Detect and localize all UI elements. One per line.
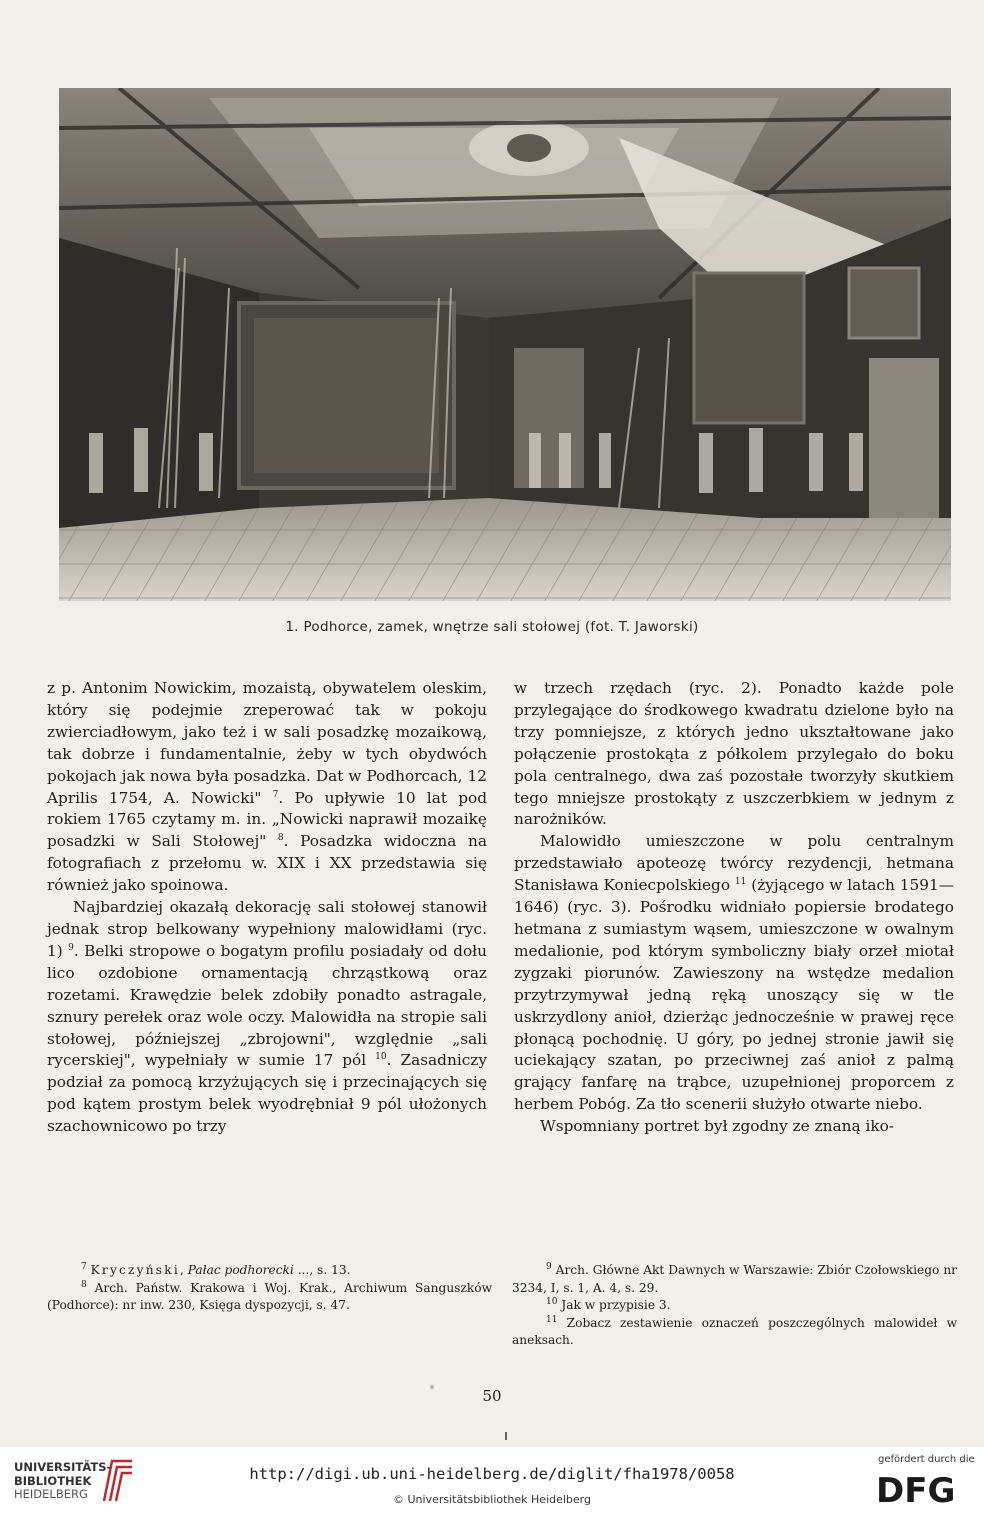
footnote: $^{10}$ Jak w przypisie 3. <box>546 1297 671 1313</box>
dust-speck <box>505 1432 507 1440</box>
paragraph: w trzech rzędach (ryc. 2). Ponadto każde pole przylegające do środkowego kwadratu dzielone było na trzy pomniejsze, z których jedno ukształtowane jako połączenie prostokąta z półkolem przylegało do boku pola centralnego, dwa zaś pozostałe tworzyły skutkiem tego mniejsze prostokąty z uszczerbkiem w jednym z narożników. <box>514 679 954 829</box>
paragraph: Malowidło umieszczone w polu centralnym przedstawiało apoteozę twórcy rezydencji, hetmana Stanisława Koniecpolskiego $^{11}$ (żyjącego w latach 1591—1646) (ryc. 3). Pośrodku widniało popiersie brodatego hetmana z sumiastym wąsem, umieszczone w owalnym medalionie, pod którym symboliczny biały orzeł miotał zygzaki piorunów. Zawieszony na wstędze medalion przytrzymywał jedną ręką unoszący się w tle uskrzydlony anioł, dzierżąc jednocześnie w prawej ręce płonącą pochodnię. U góry, po jednej stronie jawił się uciekający szatan, po przeciwnej zaś anioł z palmą grający fanfarę na trąbce, uzupełnionej proporcem z herbem Pobóg. Za tło scenerii służyło otwarte niebo. <box>514 832 954 1114</box>
footnote: $^7$ Kryczyński, Pałac podhorecki ..., s. 13. <box>81 1261 351 1277</box>
library-name-line: HEIDELBERG <box>14 1487 88 1501</box>
funding-note: gefördert durch die <box>878 1454 975 1465</box>
digitization-footer <box>0 1447 984 1519</box>
footnotes-right <box>512 1262 957 1350</box>
paragraph: Najbardziej okazałą dekorację sali stołowej stanowił jednak strop belkowany wypełniony malowidłami (ryc. 1) $^9$. Belki stropowe o bogatym profilu posiadały od dołu lico ozdobione ornamentacją chrząstkową oraz rozetami. Krawędzie belek zdobiły ponadto astragale, sznury perełek oraz wole oczy. Malowidła na stropie sali stołowej, późniejszej „zbrojowni", względnie „sali rycerskiej", wypełniały w sumie 17 pól $^{10}$. Zasadniczy podział za pomocą krzyżujących się i przecinających się pod kątem prostym belek wyodrębniał 9 pól ułożonych szachownicowo po trzy <box>47 898 487 1136</box>
permalink-url[interactable]: http://digi.ub.uni-heidelberg.de/diglit/fha1978/0058 <box>249 1465 735 1483</box>
footnote: $^{11}$ Zobacz zestawienie oznaczeń poszczególnych malowideł w aneksach. <box>512 1314 957 1348</box>
dfg-logo-icon[interactable] <box>874 1469 972 1507</box>
footnote: $^8$ Arch. Państw. Krakowa i Woj. Krak., Archiwum Sanguszków (Podhorce): nr inw. 230, Księga dyspozycji, s. 47. <box>47 1279 492 1313</box>
left-text-column <box>47 678 487 1138</box>
right-text-column <box>514 678 954 1138</box>
dust-speck <box>430 1385 434 1389</box>
library-name-line: BIBLIOTHEK <box>14 1473 92 1488</box>
figure-caption: 1. Podhorce, zamek, wnętrze sali stołowej (fot. T. Jaworski) <box>285 619 699 635</box>
interior-photograph <box>59 88 951 601</box>
page-number: 50 <box>482 1387 502 1405</box>
paragraph: z p. Antonim Nowickim, mozaistą, obywatelem oleskim, który się podejmie zreperować tak w pokoju zwierciadłowym, jako też i w sali posadzkę mozaikową, tak dobrze i fundamentalnie, żeby w tych obydwóch pokojach jak nowa była posadzka. Dat w Podhorcach, 12 Aprilis 1754, A. Nowicki" $^7$. Po upływie 10 lat pod rokiem 1765 czytamy m. in. „Nowicki naprawił mozaikę posadzki w Sali Stołowej" $^8$. Posadzka widoczna na fotografiach z przełomu w. XIX i XX przedstawia się również jako spoinowa. <box>47 679 488 895</box>
footnote: $^9$ Arch. Główne Akt Dawnych w Warszawie: Zbiór Czołowskiego nr 3234, I, s. 1, A. 4, s. 29. <box>512 1261 957 1295</box>
funder-name: DFG <box>876 1471 956 1507</box>
library-name-line: UNIVERSITÄTS- <box>14 1460 112 1474</box>
copyright-notice: © Universitätsbibliothek Heidelberg <box>392 1493 591 1506</box>
paragraph: Wspomniany portret był zgodny ze znaną iko- <box>540 1117 894 1136</box>
footnotes-left <box>47 1262 492 1315</box>
